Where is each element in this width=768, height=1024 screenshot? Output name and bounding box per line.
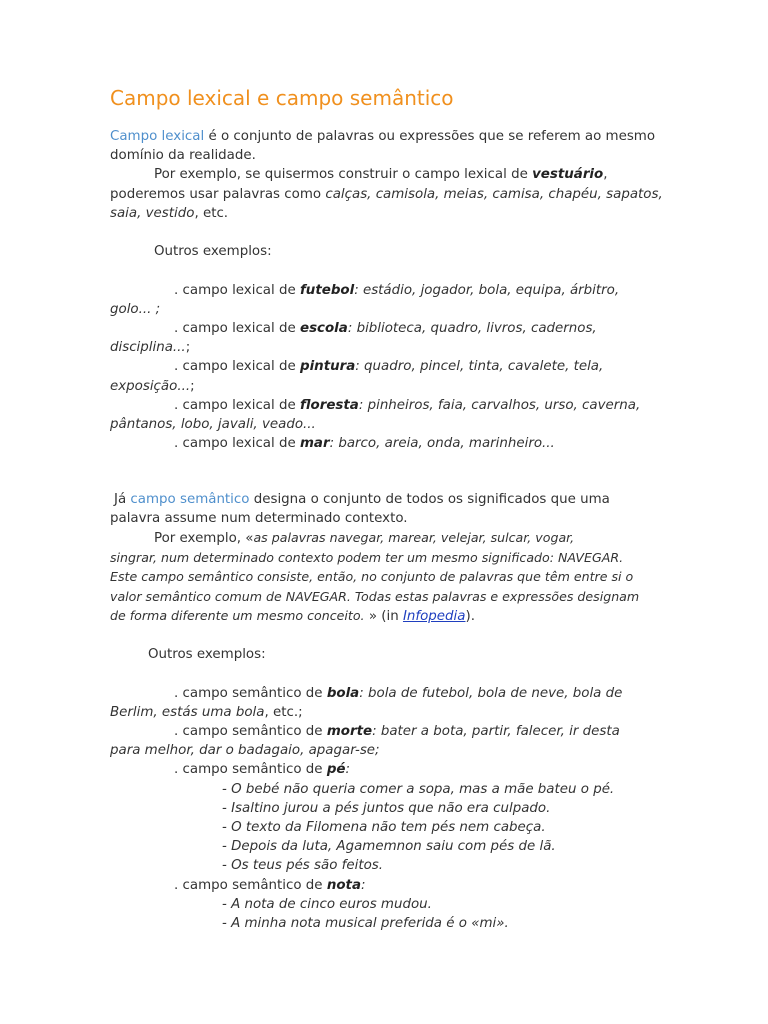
semantic-quote-line: singrar, num determinado contexto podem ter um mesmo significado: NAVEGAR. <box>110 550 624 566</box>
semantic-definition-cont: palavra assume num determinado contexto. <box>110 510 408 526</box>
page-title: Campo lexical e campo semântico <box>110 86 454 110</box>
lexical-term: Campo lexical <box>110 129 205 144</box>
semantic-example: Por exemplo, «as palavras navegar, marear, velejar, sulcar, vogar, <box>154 530 575 547</box>
semantic-definition: Já campo semântico designa o conjunto de todos os significados que uma <box>114 491 610 507</box>
document-page <box>110 84 670 933</box>
semantic-quote-line: de forma diferente um mesmo conceito. » (in Infopedia). <box>110 607 475 624</box>
lexical-definition: Campo lexical é o conjunto de palavras ou expressões que se referem ao mesmo <box>110 129 656 144</box>
semantic-item-list <box>110 684 670 934</box>
example-sentence: - O texto da Filomena não tem pés nem cabeça. <box>222 820 546 836</box>
lexical-example: Por exemplo, se quisermos construir o campo lexical de vestuário, <box>154 167 608 183</box>
semantic-quote-line: Este campo semântico consiste, então, no conjunto de palavras que têm entre si o <box>110 569 634 585</box>
list-item: . campo lexical de floresta: pinheiros, faia, carvalhos, urso, caverna, pântanos, lobo, javali, veado... <box>110 397 641 433</box>
list-item: . campo semântico de bola: bola de futebol, bola de neve, bola de Berlim, estás uma bola, etc.; <box>110 685 623 720</box>
list-item: . campo lexical de mar: barco, areia, onda, marinheiro... <box>174 436 555 452</box>
lexical-outros-heading: Outros exemplos: <box>154 244 272 260</box>
infopedia-link[interactable]: Infopedia <box>402 608 466 624</box>
list-item: . campo lexical de escola: biblioteca, quadro, livros, cadernos, disciplina...; <box>110 321 597 356</box>
example-sentence: - A nota de cinco euros mudou. <box>222 896 432 912</box>
example-sentence: - A minha nota musical preferida é o «mi». <box>222 916 509 932</box>
example-sentence: - Os teus pés são feitos. <box>222 858 384 874</box>
list-item: . campo semântico de morte: bater a bota, partir, falecer, ir desta para melhor, dar o badagaio, apagar-se; <box>110 724 620 759</box>
list-item: . campo lexical de futebol: estádio, jogador, bola, equipa, árbitro, golo... ; <box>110 282 620 317</box>
example-sentence: - Isaltino jurou a pés juntos que não era culpado. <box>222 800 551 816</box>
semantic-quote-line: valor semântico comum de NAVEGAR. Todas estas palavras e expressões designam <box>110 588 640 604</box>
lexical-example-cont: poderemos usar palavras como calças, camisola, meias, camisa, chapéu, sapatos, <box>110 186 663 202</box>
lexical-definition-cont: domínio da realidade. <box>110 148 256 164</box>
semantic-outros-heading: Outros exemplos: <box>148 647 266 663</box>
example-sentence: - Depois da luta, Agamemnon saiu com pés de lã. <box>222 839 556 855</box>
semantic-term: campo semântico <box>130 491 250 507</box>
lexical-example-cont2: saia, vestido, etc. <box>110 205 229 221</box>
example-sentence: - O bebé não queria comer a sopa, mas a mãe bateu o pé. <box>222 781 615 797</box>
lexical-item-list <box>110 281 670 454</box>
list-item: . campo lexical de pintura: quadro, pincel, tinta, cavalete, tela, exposição...; <box>110 359 604 394</box>
keyword-vestuario: vestuário <box>532 167 604 183</box>
list-item: . campo semântico de pé: - O bebé não queria comer a sopa, mas a mãe bateu o pé. - Isaltino jurou a pés juntos que não era culpado. - O texto da Filomena não tem pés nem cabeça. - Depois da luta, Agamemnon saiu com pés de lã. - Os teus pés são feitos. <box>174 762 615 874</box>
list-item: . campo semântico de nota: - A nota de cinco euros mudou. - A minha nota musical preferida é o «mi». <box>174 877 509 932</box>
